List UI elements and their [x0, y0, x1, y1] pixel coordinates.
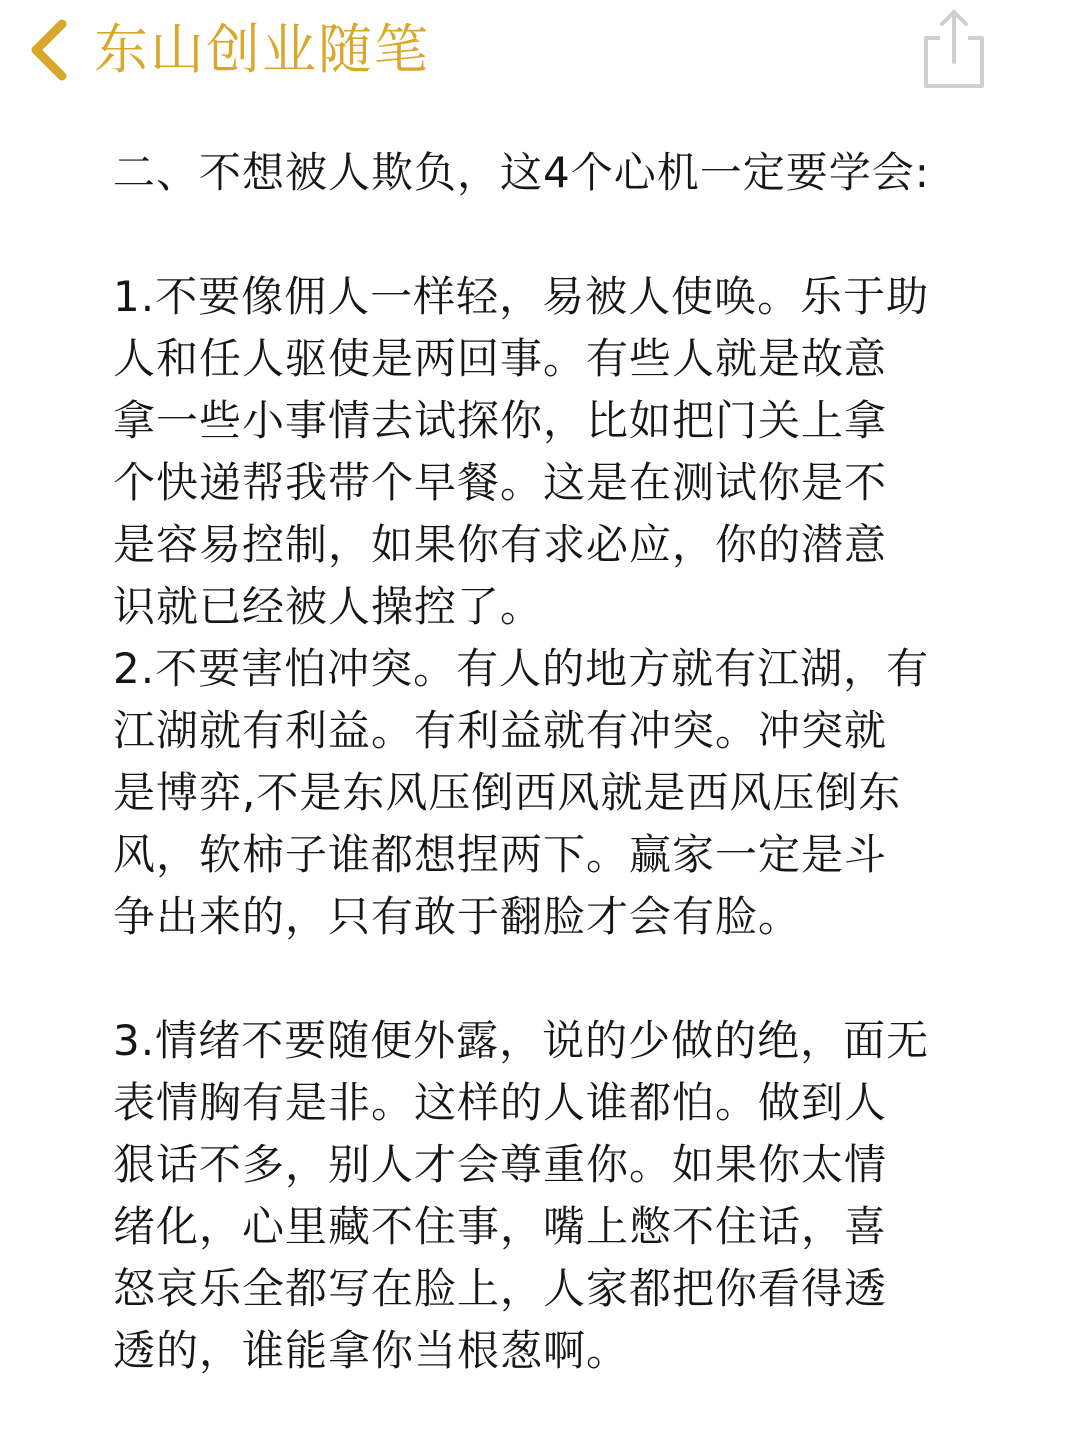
- blank-line: [113, 948, 985, 1010]
- note-line: 拿一些小事情去试探你，比如把门关上拿: [113, 396, 888, 445]
- nav-bar: [0, 0, 1080, 110]
- note-line: 透的，谁能拿你当根葱啊。: [113, 1326, 630, 1375]
- note-line: 识就已经被人操控了。: [113, 582, 544, 631]
- note-line: 怒哀乐全都写在脸上，人家都把你看得透: [113, 1264, 888, 1313]
- note-line: 2.不要害怕冲突。有人的地方就有江湖，有: [113, 644, 930, 693]
- note-line: 争出来的，只有敢于翻脸才会有脸。: [113, 892, 802, 941]
- note-body: [113, 142, 985, 1382]
- note-line: 绪化，心里藏不住事，嘴上憋不住话，喜: [113, 1202, 888, 1251]
- back-button[interactable]: [22, 8, 430, 92]
- chevron-left-icon: [22, 14, 72, 86]
- note-line: 江湖就有利益。有利益就有冲突。冲突就: [113, 706, 888, 755]
- note-heading: 二、不想被人欺负，这4个心机一定要学会:: [113, 148, 930, 197]
- note-line: 1.不要像佣人一样轻，易被人使唤。乐于助: [113, 272, 930, 321]
- note-line: 人和任人驱使是两回事。有些人就是故意: [113, 334, 888, 383]
- blank-line: [113, 204, 985, 266]
- note-line: 风，软柿子谁都想捏两下。赢家一定是斗: [113, 830, 888, 879]
- nav-title: 东山创业随笔: [94, 18, 430, 81]
- share-icon: [916, 77, 992, 96]
- note-line: 是容易控制，如果你有求必应，你的潜意: [113, 520, 888, 569]
- note-line: 狠话不多，别人才会尊重你。如果你太情: [113, 1140, 888, 1189]
- share-button[interactable]: [916, 6, 992, 92]
- note-line: 表情胸有是非。这样的人谁都怕。做到人: [113, 1078, 888, 1127]
- note-line: 3.情绪不要随便外露，说的少做的绝，面无: [113, 1016, 930, 1065]
- note-line: 个快递帮我带个早餐。这是在测试你是不: [113, 458, 888, 507]
- note-line: 是博弈,不是东风压倒西风就是西风压倒东: [113, 768, 902, 817]
